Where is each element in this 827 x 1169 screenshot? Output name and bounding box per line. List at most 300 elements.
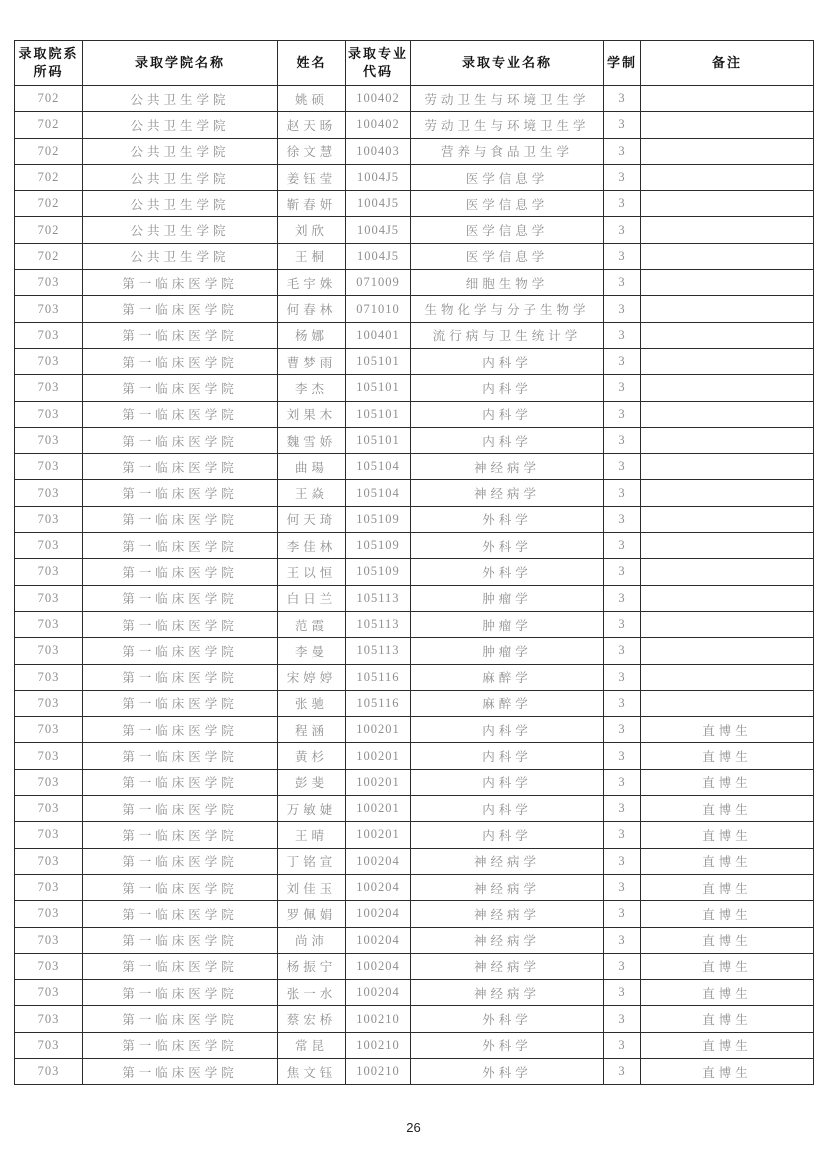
table-row [15, 401, 814, 427]
cell-major-code: 105116 [346, 690, 411, 716]
cell-major-code: 105113 [346, 638, 411, 664]
cell-duration: 3 [604, 743, 641, 769]
cell-duration: 3 [604, 427, 641, 453]
cell-student-name: 王焱 [278, 480, 346, 506]
cell-dept-code: 703 [15, 611, 83, 637]
cell-dept-code: 703 [15, 375, 83, 401]
cell-duration: 3 [604, 243, 641, 269]
cell-student-name: 曹梦雨 [278, 348, 346, 374]
cell-college-name: 第一临床医学院 [83, 506, 278, 532]
cell-major-code: 100402 [346, 112, 411, 138]
page-number: 26 [406, 1120, 421, 1135]
cell-major-name: 肿瘤学 [411, 585, 604, 611]
cell-major-code: 1004J5 [346, 191, 411, 217]
cell-remark [641, 243, 814, 269]
table-row [15, 901, 814, 927]
cell-dept-code: 703 [15, 796, 83, 822]
cell-remark [641, 296, 814, 322]
cell-remark: 直博生 [641, 901, 814, 927]
cell-college-name: 第一临床医学院 [83, 454, 278, 480]
cell-duration: 3 [604, 454, 641, 480]
cell-student-name: 丁铭宣 [278, 848, 346, 874]
cell-college-name: 第一临床医学院 [83, 743, 278, 769]
table-row [15, 953, 814, 979]
cell-major-name: 神经病学 [411, 927, 604, 953]
cell-major-code: 100210 [346, 1032, 411, 1058]
cell-major-name: 细胞生物学 [411, 270, 604, 296]
cell-major-code: 105113 [346, 585, 411, 611]
cell-dept-code: 703 [15, 717, 83, 743]
cell-college-name: 第一临床医学院 [83, 664, 278, 690]
cell-remark [641, 638, 814, 664]
cell-dept-code: 703 [15, 348, 83, 374]
cell-duration: 3 [604, 769, 641, 795]
cell-dept-code: 703 [15, 769, 83, 795]
cell-duration: 3 [604, 901, 641, 927]
table-row [15, 822, 814, 848]
cell-college-name: 第一临床医学院 [83, 638, 278, 664]
cell-student-name: 焦文钰 [278, 1058, 346, 1084]
cell-major-code: 105109 [346, 506, 411, 532]
cell-remark: 直博生 [641, 1032, 814, 1058]
cell-college-name: 第一临床医学院 [83, 401, 278, 427]
table-row [15, 243, 814, 269]
header-major-name: 录取专业名称 [411, 41, 604, 86]
table-row [15, 191, 814, 217]
cell-remark [641, 664, 814, 690]
cell-major-name: 神经病学 [411, 480, 604, 506]
cell-dept-code: 703 [15, 874, 83, 900]
cell-college-name: 第一临床医学院 [83, 1032, 278, 1058]
cell-student-name: 靳春妍 [278, 191, 346, 217]
cell-student-name: 彭斐 [278, 769, 346, 795]
cell-dept-code: 702 [15, 191, 83, 217]
cell-major-name: 麻醉学 [411, 664, 604, 690]
cell-college-name: 公共卫生学院 [83, 86, 278, 112]
cell-college-name: 第一临床医学院 [83, 953, 278, 979]
cell-dept-code: 703 [15, 585, 83, 611]
cell-major-name: 肿瘤学 [411, 638, 604, 664]
cell-duration: 3 [604, 559, 641, 585]
cell-dept-code: 702 [15, 217, 83, 243]
table-row [15, 322, 814, 348]
cell-duration: 3 [604, 480, 641, 506]
cell-major-code: 100201 [346, 717, 411, 743]
cell-college-name: 第一临床医学院 [83, 559, 278, 585]
cell-student-name: 张驰 [278, 690, 346, 716]
table-row [15, 848, 814, 874]
cell-college-name: 第一临床医学院 [83, 769, 278, 795]
cell-duration: 3 [604, 191, 641, 217]
cell-major-code: 100401 [346, 322, 411, 348]
cell-college-name: 第一临床医学院 [83, 611, 278, 637]
table-row [15, 138, 814, 164]
table-row [15, 796, 814, 822]
cell-student-name: 常昆 [278, 1032, 346, 1058]
cell-student-name: 魏雪娇 [278, 427, 346, 453]
cell-dept-code: 702 [15, 164, 83, 190]
table-row [15, 427, 814, 453]
cell-major-code: 100201 [346, 796, 411, 822]
cell-remark [641, 322, 814, 348]
cell-remark [641, 559, 814, 585]
table-row [15, 1032, 814, 1058]
cell-duration: 3 [604, 690, 641, 716]
table-row [15, 743, 814, 769]
cell-student-name: 何春林 [278, 296, 346, 322]
cell-dept-code: 703 [15, 322, 83, 348]
cell-duration: 3 [604, 296, 641, 322]
cell-student-name: 李曼 [278, 638, 346, 664]
cell-major-code: 105101 [346, 427, 411, 453]
cell-college-name: 公共卫生学院 [83, 243, 278, 269]
cell-college-name: 第一临床医学院 [83, 1058, 278, 1084]
cell-student-name: 王桐 [278, 243, 346, 269]
cell-major-code: 105116 [346, 664, 411, 690]
table-row [15, 533, 814, 559]
cell-major-code: 1004J5 [346, 164, 411, 190]
cell-duration: 3 [604, 1032, 641, 1058]
cell-major-name: 麻醉学 [411, 690, 604, 716]
cell-major-code: 105109 [346, 559, 411, 585]
cell-remark: 直博生 [641, 743, 814, 769]
table-row [15, 611, 814, 637]
cell-dept-code: 703 [15, 848, 83, 874]
table-row [15, 480, 814, 506]
cell-remark: 直博生 [641, 822, 814, 848]
cell-college-name: 第一临床医学院 [83, 270, 278, 296]
cell-major-code: 1004J5 [346, 243, 411, 269]
cell-major-name: 外科学 [411, 506, 604, 532]
cell-major-name: 外科学 [411, 1032, 604, 1058]
table-row [15, 164, 814, 190]
cell-remark: 直博生 [641, 1058, 814, 1084]
cell-major-name: 医学信息学 [411, 217, 604, 243]
cell-major-name: 内科学 [411, 796, 604, 822]
cell-major-name: 内科学 [411, 743, 604, 769]
cell-student-name: 姜钰莹 [278, 164, 346, 190]
cell-remark [641, 480, 814, 506]
header-college-name: 录取学院名称 [83, 41, 278, 86]
table-row [15, 454, 814, 480]
cell-student-name: 张一水 [278, 980, 346, 1006]
cell-duration: 3 [604, 796, 641, 822]
cell-student-name: 蔡宏桥 [278, 1006, 346, 1032]
cell-major-code: 100403 [346, 138, 411, 164]
cell-duration: 3 [604, 1006, 641, 1032]
table-row [15, 348, 814, 374]
cell-dept-code: 703 [15, 1058, 83, 1084]
cell-major-name: 神经病学 [411, 874, 604, 900]
cell-duration: 3 [604, 585, 641, 611]
cell-major-code: 100204 [346, 874, 411, 900]
header-remark: 备注 [641, 41, 814, 86]
table-row [15, 1058, 814, 1084]
table-row [15, 296, 814, 322]
cell-remark [641, 690, 814, 716]
cell-duration: 3 [604, 953, 641, 979]
cell-college-name: 公共卫生学院 [83, 138, 278, 164]
cell-remark [641, 138, 814, 164]
cell-major-name: 内科学 [411, 401, 604, 427]
cell-dept-code: 703 [15, 953, 83, 979]
cell-student-name: 万敏婕 [278, 796, 346, 822]
cell-college-name: 第一临床医学院 [83, 585, 278, 611]
table-row [15, 86, 814, 112]
cell-dept-code: 703 [15, 822, 83, 848]
cell-duration: 3 [604, 874, 641, 900]
cell-student-name: 王以恒 [278, 559, 346, 585]
cell-duration: 3 [604, 375, 641, 401]
cell-remark [641, 611, 814, 637]
cell-duration: 3 [604, 164, 641, 190]
table-row [15, 638, 814, 664]
cell-student-name: 刘欣 [278, 217, 346, 243]
cell-remark: 直博生 [641, 848, 814, 874]
header-dept-code: 录取院系所码 [15, 41, 83, 86]
cell-dept-code: 703 [15, 533, 83, 559]
cell-remark: 直博生 [641, 1006, 814, 1032]
cell-duration: 3 [604, 217, 641, 243]
cell-dept-code: 702 [15, 112, 83, 138]
cell-remark [641, 375, 814, 401]
cell-student-name: 白日兰 [278, 585, 346, 611]
cell-student-name: 程涵 [278, 717, 346, 743]
cell-major-code: 100210 [346, 1058, 411, 1084]
cell-duration: 3 [604, 533, 641, 559]
cell-dept-code: 703 [15, 664, 83, 690]
cell-college-name: 第一临床医学院 [83, 427, 278, 453]
table-row [15, 690, 814, 716]
table-row [15, 559, 814, 585]
cell-college-name: 公共卫生学院 [83, 112, 278, 138]
cell-dept-code: 702 [15, 86, 83, 112]
header-student-name: 姓名 [278, 41, 346, 86]
cell-student-name: 姚硕 [278, 86, 346, 112]
cell-remark: 直博生 [641, 927, 814, 953]
cell-duration: 3 [604, 664, 641, 690]
cell-student-name: 毛宇姝 [278, 270, 346, 296]
cell-remark: 直博生 [641, 874, 814, 900]
cell-remark [641, 427, 814, 453]
cell-dept-code: 703 [15, 1032, 83, 1058]
cell-major-name: 神经病学 [411, 953, 604, 979]
cell-college-name: 公共卫生学院 [83, 191, 278, 217]
cell-remark [641, 217, 814, 243]
cell-remark [641, 112, 814, 138]
cell-duration: 3 [604, 270, 641, 296]
table-header-row [15, 41, 814, 86]
cell-college-name: 第一临床医学院 [83, 717, 278, 743]
cell-major-name: 肿瘤学 [411, 611, 604, 637]
cell-major-code: 105101 [346, 401, 411, 427]
cell-college-name: 第一临床医学院 [83, 375, 278, 401]
cell-college-name: 第一临床医学院 [83, 1006, 278, 1032]
cell-duration: 3 [604, 112, 641, 138]
cell-remark: 直博生 [641, 953, 814, 979]
admission-table [14, 40, 814, 1085]
cell-remark [641, 270, 814, 296]
cell-student-name: 李杰 [278, 375, 346, 401]
cell-major-name: 神经病学 [411, 848, 604, 874]
cell-major-code: 100402 [346, 86, 411, 112]
cell-duration: 3 [604, 848, 641, 874]
cell-major-code: 105113 [346, 611, 411, 637]
cell-major-name: 生物化学与分子生物学 [411, 296, 604, 322]
cell-major-code: 100204 [346, 980, 411, 1006]
cell-remark [641, 191, 814, 217]
cell-major-name: 医学信息学 [411, 164, 604, 190]
cell-dept-code: 703 [15, 980, 83, 1006]
cell-college-name: 第一临床医学院 [83, 533, 278, 559]
cell-dept-code: 703 [15, 743, 83, 769]
table-row [15, 769, 814, 795]
cell-remark: 直博生 [641, 769, 814, 795]
cell-student-name: 曲瑒 [278, 454, 346, 480]
cell-major-code: 071010 [346, 296, 411, 322]
cell-remark [641, 348, 814, 374]
cell-duration: 3 [604, 138, 641, 164]
cell-dept-code: 703 [15, 690, 83, 716]
cell-major-name: 劳动卫生与环境卫生学 [411, 112, 604, 138]
cell-major-name: 医学信息学 [411, 243, 604, 269]
cell-dept-code: 702 [15, 138, 83, 164]
cell-major-code: 100204 [346, 848, 411, 874]
cell-remark [641, 454, 814, 480]
cell-major-name: 外科学 [411, 1006, 604, 1032]
cell-college-name: 公共卫生学院 [83, 217, 278, 243]
cell-major-name: 内科学 [411, 822, 604, 848]
cell-major-name: 外科学 [411, 1058, 604, 1084]
cell-dept-code: 703 [15, 927, 83, 953]
cell-duration: 3 [604, 348, 641, 374]
cell-duration: 3 [604, 980, 641, 1006]
table-row [15, 664, 814, 690]
cell-student-name: 范霞 [278, 611, 346, 637]
cell-major-code: 1004J5 [346, 217, 411, 243]
cell-major-code: 105101 [346, 348, 411, 374]
cell-major-name: 外科学 [411, 533, 604, 559]
cell-duration: 3 [604, 401, 641, 427]
cell-major-code: 100201 [346, 822, 411, 848]
cell-dept-code: 703 [15, 901, 83, 927]
cell-dept-code: 703 [15, 296, 83, 322]
cell-student-name: 宋婷婷 [278, 664, 346, 690]
cell-duration: 3 [604, 322, 641, 348]
cell-college-name: 公共卫生学院 [83, 164, 278, 190]
table-row [15, 980, 814, 1006]
cell-major-name: 神经病学 [411, 454, 604, 480]
cell-remark [641, 585, 814, 611]
cell-student-name: 王晴 [278, 822, 346, 848]
cell-major-code: 105104 [346, 480, 411, 506]
table-row [15, 112, 814, 138]
cell-duration: 3 [604, 927, 641, 953]
cell-college-name: 第一临床医学院 [83, 822, 278, 848]
cell-dept-code: 702 [15, 243, 83, 269]
cell-major-code: 100210 [346, 1006, 411, 1032]
cell-student-name: 尚沛 [278, 927, 346, 953]
cell-college-name: 第一临床医学院 [83, 690, 278, 716]
cell-duration: 3 [604, 1058, 641, 1084]
table-row [15, 874, 814, 900]
cell-dept-code: 703 [15, 506, 83, 532]
cell-remark: 直博生 [641, 796, 814, 822]
cell-student-name: 刘果木 [278, 401, 346, 427]
cell-college-name: 第一临床医学院 [83, 322, 278, 348]
cell-remark [641, 86, 814, 112]
table-row [15, 1006, 814, 1032]
cell-college-name: 第一临床医学院 [83, 348, 278, 374]
cell-major-code: 100204 [346, 901, 411, 927]
cell-major-name: 神经病学 [411, 901, 604, 927]
cell-student-name: 赵天旸 [278, 112, 346, 138]
cell-student-name: 刘佳玉 [278, 874, 346, 900]
header-duration: 学制 [604, 41, 641, 86]
table-body [15, 86, 814, 1085]
cell-duration: 3 [604, 638, 641, 664]
cell-dept-code: 703 [15, 454, 83, 480]
cell-major-name: 外科学 [411, 559, 604, 585]
cell-dept-code: 703 [15, 638, 83, 664]
cell-major-code: 100201 [346, 769, 411, 795]
cell-duration: 3 [604, 717, 641, 743]
cell-major-code: 100204 [346, 953, 411, 979]
table-row [15, 585, 814, 611]
cell-college-name: 第一临床医学院 [83, 796, 278, 822]
cell-remark [641, 164, 814, 190]
cell-college-name: 第一临床医学院 [83, 901, 278, 927]
cell-major-name: 内科学 [411, 769, 604, 795]
cell-student-name: 徐文慧 [278, 138, 346, 164]
cell-remark [641, 401, 814, 427]
cell-student-name: 黄杉 [278, 743, 346, 769]
cell-college-name: 第一临床医学院 [83, 874, 278, 900]
table-row [15, 717, 814, 743]
header-major-code: 录取专业代码 [346, 41, 411, 86]
cell-duration: 3 [604, 506, 641, 532]
cell-major-code: 105109 [346, 533, 411, 559]
cell-major-name: 内科学 [411, 717, 604, 743]
cell-dept-code: 703 [15, 401, 83, 427]
table-row [15, 927, 814, 953]
cell-college-name: 第一临床医学院 [83, 296, 278, 322]
cell-remark [641, 533, 814, 559]
cell-major-code: 071009 [346, 270, 411, 296]
cell-major-code: 100201 [346, 743, 411, 769]
cell-remark: 直博生 [641, 717, 814, 743]
cell-major-code: 100204 [346, 927, 411, 953]
cell-major-name: 营养与食品卫生学 [411, 138, 604, 164]
cell-student-name: 罗佩娟 [278, 901, 346, 927]
table-row [15, 375, 814, 401]
cell-major-name: 医学信息学 [411, 191, 604, 217]
table-row [15, 506, 814, 532]
cell-dept-code: 703 [15, 559, 83, 585]
cell-major-code: 105101 [346, 375, 411, 401]
cell-major-name: 内科学 [411, 375, 604, 401]
cell-major-code: 105104 [346, 454, 411, 480]
cell-student-name: 李佳林 [278, 533, 346, 559]
cell-student-name: 杨娜 [278, 322, 346, 348]
cell-major-name: 劳动卫生与环境卫生学 [411, 86, 604, 112]
cell-remark: 直博生 [641, 980, 814, 1006]
cell-student-name: 何天琦 [278, 506, 346, 532]
cell-remark [641, 506, 814, 532]
cell-student-name: 杨振宁 [278, 953, 346, 979]
cell-duration: 3 [604, 86, 641, 112]
cell-duration: 3 [604, 611, 641, 637]
